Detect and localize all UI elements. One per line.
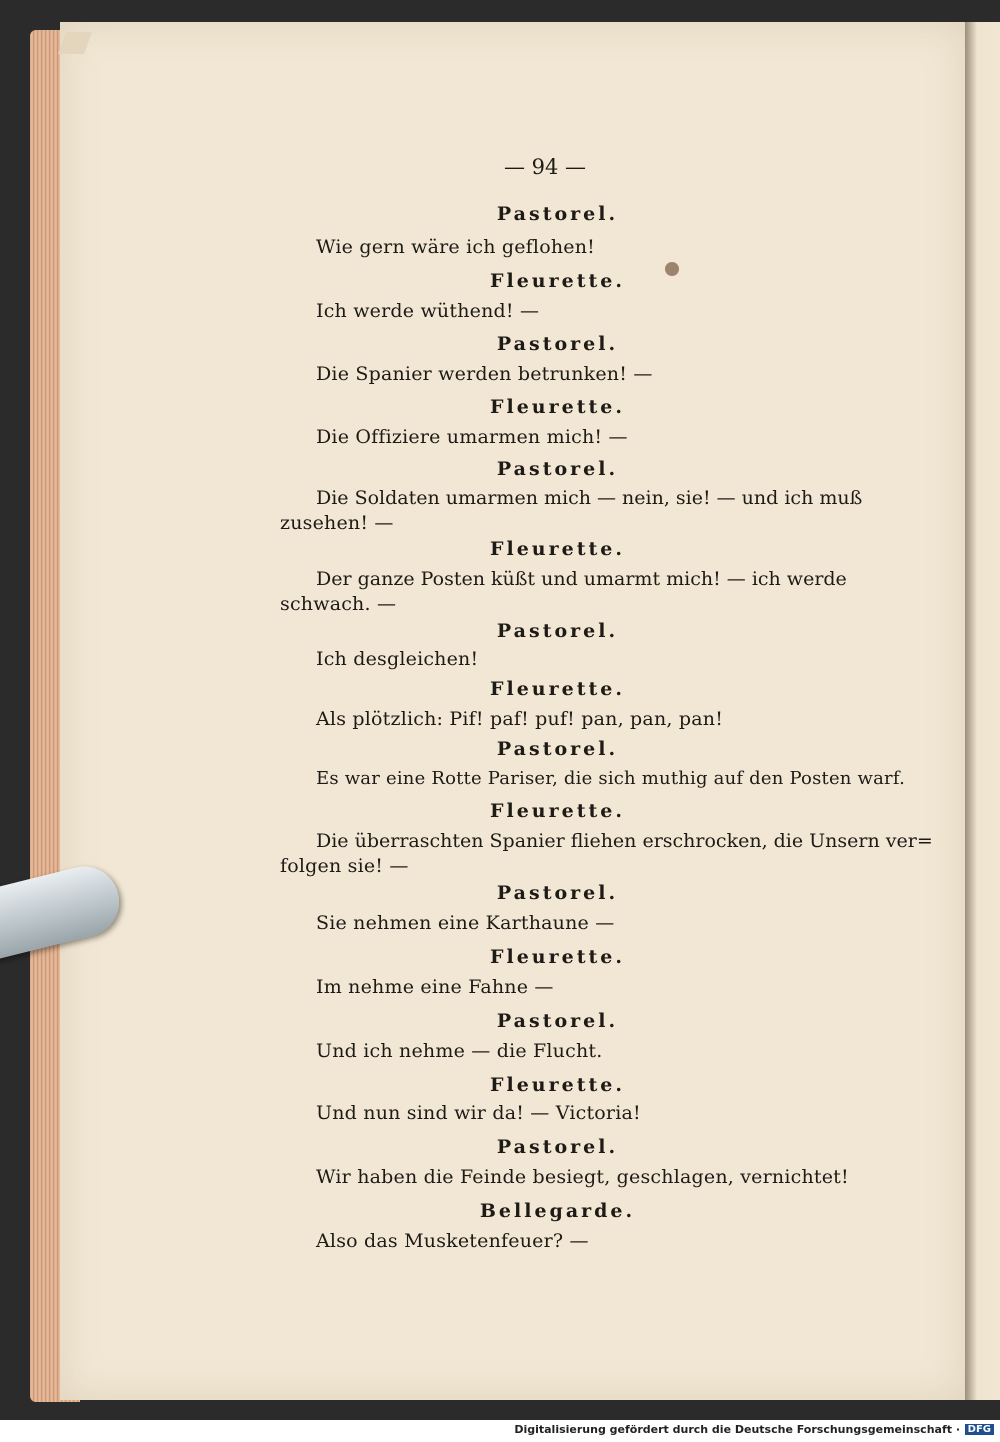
dialogue-line: Die Spanier werden betrunken! — [316, 363, 653, 385]
speaker-label: Pastorel. [496, 1136, 619, 1158]
speaker-label: Fleurette. [490, 800, 625, 822]
speaker-label: Pastorel. [496, 738, 619, 760]
speaker-label: Fleurette. [490, 538, 625, 560]
speaker-label: Pastorel. [496, 620, 619, 642]
dialogue-line: folgen sie! — [280, 855, 409, 877]
dialogue-line: Die Offiziere umarmen mich! — [316, 426, 628, 448]
speaker-label: Pastorel. [496, 1010, 619, 1032]
dialogue-line: Und ich nehme — die Flucht. [316, 1040, 603, 1062]
dialogue-line: Als plötzlich: Pif! paf! puf! pan, pan, pan! [316, 708, 724, 730]
dialogue-line: Und nun sind wir da! — Victoria! [316, 1102, 641, 1124]
dialogue-line: Also das Musketenfeuer? — [316, 1230, 589, 1252]
funding-notice: Digitalisierung gefördert durch die Deutsche Forschungsgemeinschaft · [514, 1423, 960, 1436]
dialogue-line: Der ganze Posten küßt und umarmt mich! — ich werde [316, 568, 847, 590]
dialogue-line: Die überraschten Spanier fliehen erschrocken, die Unsern ver= [316, 830, 933, 852]
dialogue-line: Wie gern wäre ich geflohen! [316, 236, 595, 258]
speaker-label: Fleurette. [490, 396, 625, 418]
dialogue-line: zusehen! — [280, 512, 394, 534]
dialogue-line: schwach. — [280, 593, 397, 615]
speaker-label: Pastorel. [496, 203, 619, 225]
speaker-label: Pastorel. [496, 458, 619, 480]
dialogue-line: Die Soldaten umarmen mich — nein, sie! — und ich muß [316, 487, 863, 509]
speaker-label: Fleurette. [490, 1074, 625, 1096]
dialogue-line: Ich werde wüthend! — [316, 300, 540, 322]
speaker-label: Bellegarde. [479, 1200, 636, 1222]
footer-bar [0, 1420, 1000, 1442]
dfg-logo: DFG [965, 1424, 994, 1435]
dialogue-line: Im nehme eine Fahne — [316, 976, 554, 998]
speaker-label: Fleurette. [490, 270, 625, 292]
speaker-label: Fleurette. [490, 946, 625, 968]
facing-page-edge [965, 22, 1000, 1400]
dialogue-line: Ich desgleichen! [316, 648, 479, 670]
speaker-label: Fleurette. [490, 678, 625, 700]
dialogue-line: Es war eine Rotte Pariser, die sich muthig auf den Posten warf. [316, 768, 905, 789]
dialogue-line: Sie nehmen eine Karthaune — [316, 912, 615, 934]
dialogue-line: Wir haben die Feinde besiegt, geschlagen, vernichtet! [316, 1166, 849, 1188]
speaker-label: Pastorel. [496, 882, 619, 904]
page-number: — 94 — [503, 155, 587, 179]
speaker-label: Pastorel. [496, 333, 619, 355]
